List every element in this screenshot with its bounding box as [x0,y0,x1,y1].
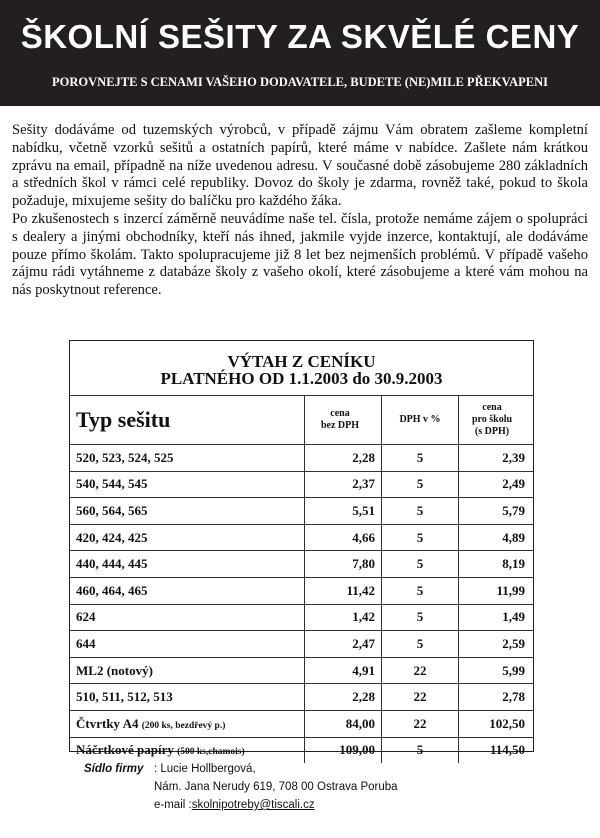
intro-paragraph-1: Sešity dodáváme od tuzemských výrobců, v případě zájmu Vám obratem zašleme kompletní nabídku, včetně vzorků sešitů a ostatních papírů, které máme v nabídce. Zašlete nám krátkou zprávu na email, případně na níže uvedenou adresu. V současné době zásobujeme 280 základních a středních škol v rámci celé republiky. Dovoz do školy je zdarma, rovněž také, pokud to škola požaduje, mixujeme sešity do balíčku pro každého žáka. [12,122,588,210]
table-row [70,445,533,472]
row-vat: 5 [382,471,459,498]
table-row [70,577,533,604]
row-price-ex-vat: 5,51 [305,498,382,525]
row-type: 510, 511, 512, 513 [70,684,305,711]
row-price-ex-vat: 1,42 [305,604,382,631]
row-vat: 5 [382,445,459,472]
row-type: ML2 (notový) [70,657,305,684]
company-contact-name: : Lucie Hollbergová, [154,763,256,775]
price-table [70,395,533,763]
row-price-school: 1,49 [459,604,534,631]
col-header-price-school-line1: cena [482,402,502,413]
email-label: e-mail : [154,799,192,811]
row-type: Náčrtkové papíry [76,742,174,758]
table-row [70,631,533,658]
row-price-ex-vat: 4,91 [305,657,382,684]
row-vat: 22 [382,657,459,684]
row-type: 624 [70,604,305,631]
price-list-heading-line2: PLATNÉHO OD 1.1.2003 do 30.9.2003 [160,369,443,388]
row-type: 560, 564, 565 [70,498,305,525]
row-price-school: 2,59 [459,631,534,658]
table-row [70,710,533,737]
company-info [84,760,584,814]
row-price-school: 4,89 [459,524,534,551]
row-price-ex-vat: 84,00 [305,710,382,737]
col-header-price-school-line2: pro školu [471,414,513,425]
row-vat: 5 [382,498,459,525]
row-vat: 22 [382,684,459,711]
col-header-price-school [459,396,534,445]
row-price-ex-vat: 2,28 [305,684,382,711]
col-header-price-ex-vat-line2: bez DPH [320,420,360,431]
row-price-school: 5,79 [459,498,534,525]
table-row [70,657,533,684]
row-price-ex-vat: 109,00 [305,737,382,763]
col-header-price-ex-vat [305,396,382,445]
page-subtitle: POROVNEJTE S CENAMI VAŠEHO DODAVATELE, BUDETE (NE)MILE PŘEKVAPENI [52,75,548,89]
company-email-row [84,796,584,814]
table-row [70,684,533,711]
row-type: 420, 424, 425 [70,524,305,551]
row-type: 540, 544, 545 [70,471,305,498]
row-price-ex-vat: 11,42 [305,577,382,604]
company-name-row [84,760,584,778]
row-price-school: 102,50 [459,710,534,737]
company-address: Nám. Jana Nerudy 619, 708 00 Ostrava Poruba [154,781,398,793]
row-type: 644 [70,631,305,658]
row-price-school: 11,99 [459,577,534,604]
row-type-note: (200 ks, bezdřevý p.) [141,720,226,731]
row-price-school: 5,99 [459,657,534,684]
row-price-ex-vat: 7,80 [305,551,382,578]
row-vat: 22 [382,710,459,737]
col-header-vat: DPH v % [382,396,459,445]
price-table-header [70,396,533,445]
table-row [70,551,533,578]
row-price-school: 114,50 [459,737,534,763]
table-row [70,604,533,631]
row-type-cell [70,710,305,737]
row-type: 440, 444, 445 [70,551,305,578]
col-header-price-ex-vat-line1: cena [330,408,350,419]
col-header-price-school-line3: (s DPH) [474,426,510,437]
row-price-school: 2,78 [459,684,534,711]
row-type-note: (500 ks,chamois) [177,747,245,758]
row-price-school: 8,19 [459,551,534,578]
row-vat: 5 [382,577,459,604]
header-banner [0,0,600,106]
email-link[interactable]: skolnipotreby@tiscali.cz [191,799,315,811]
intro-paragraph-2: Po zkušenostech s inzercí záměrně neuvádíme naše tel. čísla, protože nemáme zájem o spolupráci s dealery a jinými obchodníky, kteří nás ihned, jakmile vyjde inzerce, kontaktují, ale dodáváme pouze přímo školám. Takto spolupracujeme již 8 let bez nejmenších problémů. V případě vašeho zájmu rádi vytáhneme z databáze školy z vašeho okolí, které zásobujeme a které vám mohou na nás poskytnout reference. [12,210,588,299]
table-row [70,471,533,498]
row-vat: 5 [382,737,459,763]
price-list-heading [70,353,533,387]
price-list-box [69,340,534,758]
price-list-heading-line1: VÝTAH Z CENÍKU [227,352,376,371]
col-header-type: Typ sešitu [70,396,305,445]
intro-text [12,122,588,300]
row-price-ex-vat: 2,37 [305,471,382,498]
row-price-ex-vat: 2,28 [305,445,382,472]
row-type: 460, 464, 465 [70,577,305,604]
table-row [70,498,533,525]
company-label: Sídlo firmy [84,763,144,775]
row-vat: 5 [382,604,459,631]
row-price-ex-vat: 2,47 [305,631,382,658]
table-row [70,524,533,551]
row-price-school: 2,39 [459,445,534,472]
row-vat: 5 [382,631,459,658]
page-title: ŠKOLNÍ SEŠITY ZA SKVĚLÉ CENY [20,18,580,55]
row-type: Čtvrtky A4 [76,715,139,731]
row-price-school: 2,49 [459,471,534,498]
row-price-ex-vat: 4,66 [305,524,382,551]
row-vat: 5 [382,524,459,551]
row-type: 520, 523, 524, 525 [70,445,305,472]
row-vat: 5 [382,551,459,578]
